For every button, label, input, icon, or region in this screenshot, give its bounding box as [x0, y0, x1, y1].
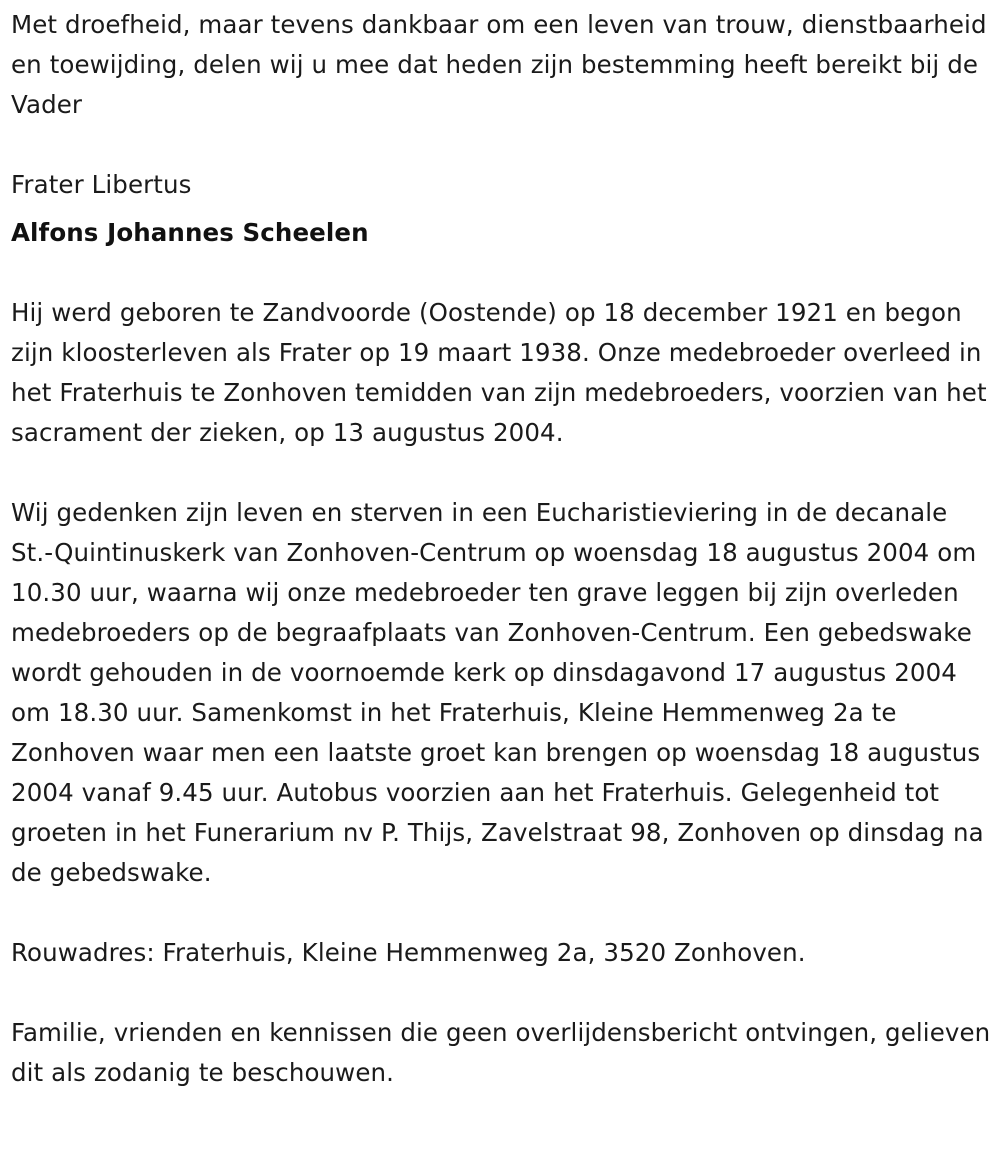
- biography-paragraph: Hij werd geboren te Zandvoorde (Oostende) op 18 december 1921 en begon zijn kloosterleven als Frater op 19 maart 1938. Onze medebroeder overleed in het Fraterhuis te Zonhoven temidden van zijn medebroeders, voorzien van het sacrament der zieken, op 13 augustus 2004.: [11, 298, 987, 447]
- funeral-details-paragraph: Wij gedenken zijn leven en sterven in een Eucharistieviering in de decanale St.-Quintinuskerk van Zonhoven-Centrum op woensdag 18 augustus 2004 om 10.30 uur, waarna wij onze medebroeder ten grave leggen bij zijn overleden medebroeders op de begraafplaats van Zonhoven-Centrum. Een gebedswake wordt gehouden in de voornoemde kerk op dinsdagavond 17 augustus 2004 om 18.30 uur. Samenkomst in het Fraterhuis, Kleine Hemmenweg 2a te Zonhoven waar men een laatste groet kan brengen op woensdag 18 augustus 2004 vanaf 9.45 uur. Autobus voorzien aan het Fraterhuis. Gelegenheid tot groeten in het Funerarium nv P. Thijs, Zavelstraat 98, Zonhoven op dinsdag na de gebedswake.: [11, 498, 984, 887]
- intro-paragraph: Met droefheid, maar tevens dankbaar om een leven van trouw, dienstbaarheid en toewijding, delen wij u mee dat heden zijn bestemming heeft bereikt bij de Vader: [11, 10, 987, 119]
- religious-name: Frater Libertus: [11, 170, 192, 199]
- mourning-address: Rouwadres: Fraterhuis, Kleine Hemmenweg 2a, 3520 Zonhoven.: [11, 938, 806, 967]
- full-name: Alfons Johannes Scheelen: [11, 218, 369, 247]
- obituary-notice: [11, 5, 996, 1093]
- closing-paragraph: Familie, vrienden en kennissen die geen overlijdensbericht ontvingen, gelieven dit als zodanig te beschouwen.: [11, 1018, 991, 1087]
